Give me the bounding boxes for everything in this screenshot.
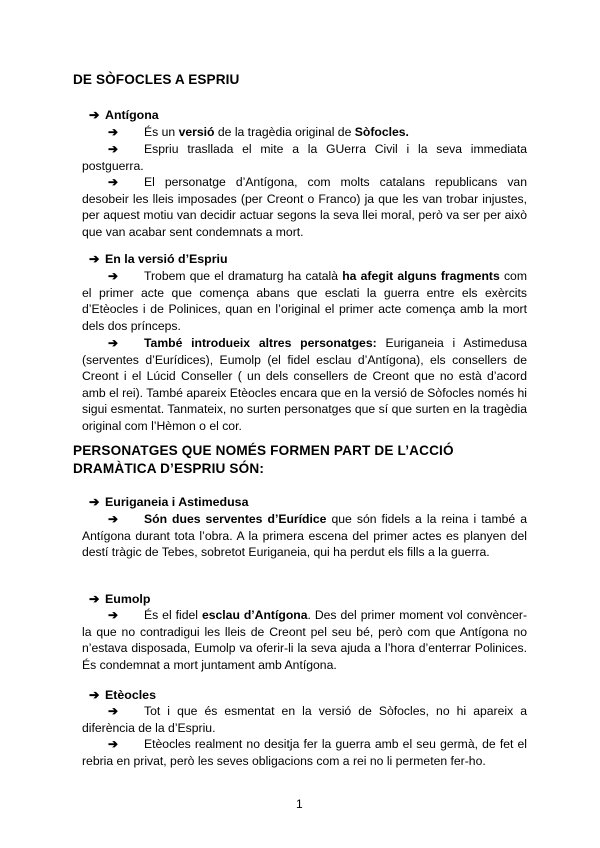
text: És el fidel bbox=[144, 608, 202, 622]
text: El personatge d’Antígona, com molts catalans republicans van desobeir les lleis imposades (per Creont o Franco) ja que les van trobar injustes, per aquest motiu van decidir actuar segons la seva llei moral, però va ser per això que van acabar sent condemnats a mort. bbox=[82, 175, 527, 239]
bold-text: També introdueix altres personatges: bbox=[144, 336, 377, 350]
paragraph bbox=[82, 268, 527, 334]
arrow-icon: ➔ bbox=[89, 108, 100, 122]
arrow-icon: ➔ bbox=[89, 688, 100, 702]
arrow-icon: ➔ bbox=[108, 175, 119, 189]
text: Euriganeia i Astimedusa (serventes d’Eurídices), Eumolp (el fidel esclau d’Antígona), els consellers de Creont i el Lúcid Conseller ( un dels consellers de Creont que no està d’acord amb el rei). També apareix Etèocles encara que en la versió de Sòfocles només hi sigui esmentat. Tanmateix, no surten personatges que sí que surten en la tragèdia original com l’Hèmon o el cor. bbox=[82, 336, 528, 433]
text: Espriu trasllada el mite a la GUerra Civil i la seva immediata postguerra. bbox=[82, 142, 527, 173]
text: És un bbox=[144, 125, 179, 139]
page-number: 1 bbox=[296, 797, 303, 811]
section-heading-eteocles bbox=[89, 687, 156, 702]
paragraph bbox=[82, 607, 527, 673]
text: com el primer acte que comença abans que esclati la guerra entre els exèrcits d’Etèocles i de Polinices, quan en l’original el primer acte comença amb la mort dels dos prínceps. bbox=[82, 269, 527, 333]
heading-text: Euriganeia i Astimedusa bbox=[105, 495, 249, 509]
paragraph bbox=[82, 703, 527, 736]
arrow-icon: ➔ bbox=[89, 495, 100, 509]
arrow-icon: ➔ bbox=[108, 269, 119, 283]
text: Etèocles realment no desitja fer la guerra amb el seu germà, de fet el rebria en privat, però les seves obligacions com a rei no li permeten fer-ho. bbox=[82, 737, 527, 768]
arrow-icon: ➔ bbox=[108, 125, 119, 139]
arrow-icon: ➔ bbox=[108, 142, 119, 156]
heading-text: En la versió d’Espriu bbox=[105, 252, 228, 266]
section-heading-versio bbox=[89, 251, 228, 266]
text: . Des del primer moment vol convèncer-la que no contradigui les lleis de Creont pel seu bé, però com que Antígona no n’estava disposada, Eumolp va oferir-li la seva ajuda a l’hora d’enterrar Polinices. És condemnat a mort juntament amb Antígona. bbox=[82, 608, 527, 672]
arrow-icon: ➔ bbox=[108, 737, 119, 751]
text: Trobem que el dramaturg ha català bbox=[144, 269, 343, 283]
bold-text: esclau d’Antígona bbox=[201, 608, 308, 622]
bold-text: versió bbox=[178, 125, 215, 139]
document-title: DE SÒFOCLES A ESPRIU bbox=[73, 72, 240, 87]
section-heading-euriganeia bbox=[89, 494, 248, 509]
arrow-icon: ➔ bbox=[108, 608, 119, 622]
arrow-icon: ➔ bbox=[108, 512, 119, 526]
arrow-icon: ➔ bbox=[89, 592, 100, 606]
arrow-icon: ➔ bbox=[89, 252, 100, 266]
bold-text: Sòfocles. bbox=[354, 125, 409, 139]
paragraph bbox=[82, 174, 527, 240]
heading-text: Antígona bbox=[105, 108, 159, 122]
section-title-personatges: PERSONATGES QUE NOMÉS FORMEN PART DE L’ACCIÓ DRAMÀTICA D’ESPRIU SÓN: bbox=[73, 443, 454, 476]
arrow-icon: ➔ bbox=[108, 704, 119, 718]
text: Tot i que és esmentat en la versió de Sòfocles, no hi apareix a diferència de la d’Espriu. bbox=[82, 704, 527, 735]
text: de la tragèdia original de bbox=[214, 125, 355, 139]
text: que són fidels a la reina i també a Antígona durant tota l’obra. A la primera escena del primer actes es planyen del destí tràgic de Tebes, sobretot Euriganeia, qui ha perdut els fills a la guerra. bbox=[82, 512, 527, 560]
section-heading-antigona bbox=[89, 107, 159, 122]
paragraph bbox=[82, 124, 527, 141]
section-heading-eumolp bbox=[89, 591, 150, 606]
bold-text: Són dues serventes d’Eurídice bbox=[144, 512, 327, 526]
bold-text: ha afegit alguns fragments bbox=[342, 269, 500, 283]
paragraph bbox=[82, 141, 527, 174]
heading-text: Eumolp bbox=[105, 592, 151, 606]
paragraph bbox=[82, 335, 527, 435]
arrow-icon: ➔ bbox=[108, 336, 119, 350]
paragraph bbox=[82, 511, 527, 561]
heading-text: Etèocles bbox=[105, 688, 156, 702]
paragraph bbox=[82, 736, 527, 769]
